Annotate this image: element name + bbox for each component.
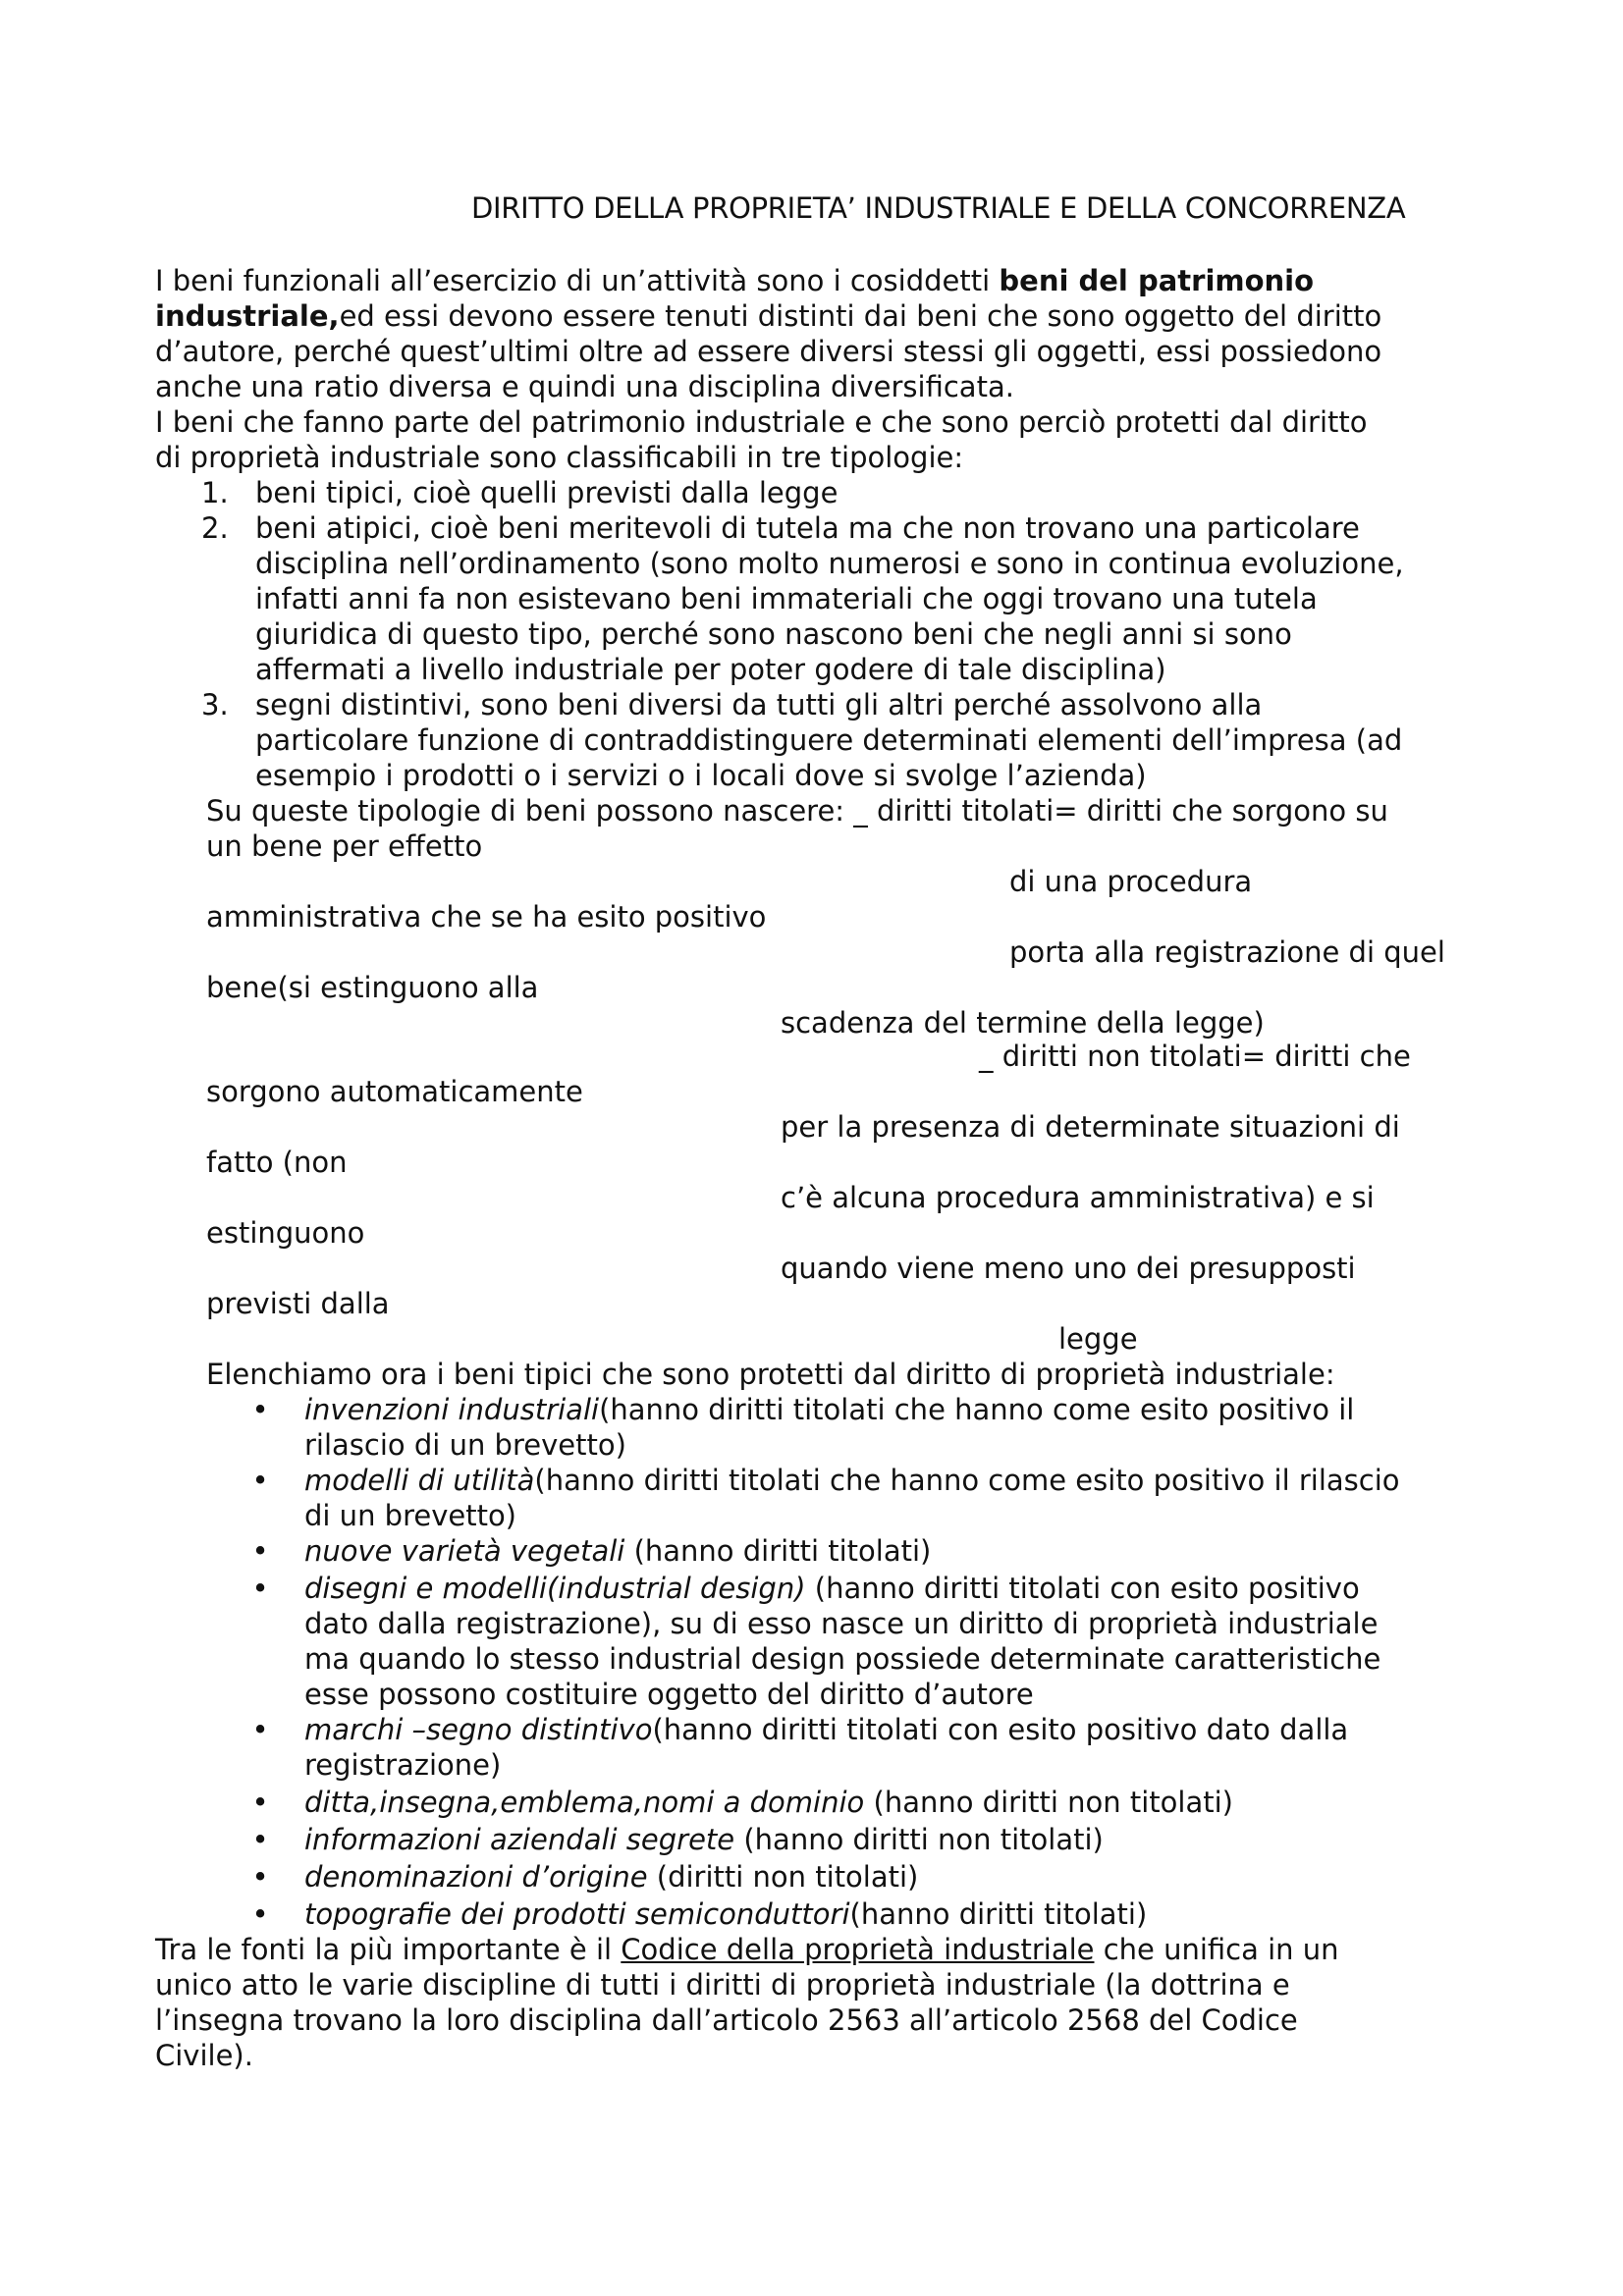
rights-line: _ diritti non titolati= diritti che: [979, 1040, 1411, 1073]
rights-line: amministrativa che se ha esito positivo: [206, 900, 767, 934]
bullet-icon: •: [251, 1572, 269, 1605]
bullet-item-line: [304, 1822, 1104, 1857]
closing-line-3: l’insegna trovano la loro disciplina dall’articolo 2563 all’articolo 2568 del Codice: [155, 2003, 1298, 2037]
bullet-desc: (hanno diritti titolati): [849, 1897, 1148, 1931]
bullet-item-line: rilascio di un brevetto): [304, 1428, 626, 1462]
bullet-item-line: [304, 1533, 931, 1569]
bullet-icon: •: [251, 1534, 269, 1568]
intro-text: ed essi devono essere tenuti distinti dai beni che sono oggetto del diritto: [339, 299, 1382, 333]
bullet-term: informazioni aziendali segrete: [304, 1823, 735, 1856]
intro-bold-term: beni del patrimonio: [999, 264, 1315, 297]
bullet-icon: •: [251, 1860, 269, 1894]
bullet-icon: •: [251, 1897, 269, 1931]
bullet-desc: (hanno diritti titolati che hanno come esito positivo il rilascio: [534, 1464, 1400, 1497]
rights-line: quando viene meno uno dei presupposti: [781, 1252, 1356, 1285]
bullet-icon: •: [251, 1823, 269, 1856]
intro-line-6: di proprietà industriale sono classificabili in tre tipologie:: [155, 441, 964, 474]
bullet-item-line: [304, 1859, 918, 1895]
bullet-item-line: di un brevetto): [304, 1499, 516, 1532]
bullet-term: invenzioni industriali: [304, 1393, 600, 1426]
numbered-item-line: disciplina nell’ordinamento (sono molto numerosi e sono in continua evoluzione,: [255, 547, 1404, 580]
bullet-icon: •: [251, 1713, 269, 1746]
intro-line-3: d’autore, perché quest’ultimi oltre ad essere diversi stessi gli oggetti, essi possiedono: [155, 335, 1382, 368]
closing-text: Tra le fonti la più importante è il: [155, 1933, 622, 1966]
rights-line: di una procedura: [1009, 865, 1253, 898]
bullet-term: disegni e modelli(industrial design): [304, 1572, 806, 1605]
numbered-item-line: segni distintivi, sono beni diversi da tutti gli altri perché assolvono alla: [255, 688, 1263, 721]
bullet-item-line: [304, 1463, 1400, 1498]
bullet-term: denominazioni d’origine: [304, 1860, 648, 1894]
bullet-desc: (hanno diritti titolati con esito positivo dato dalla: [652, 1713, 1349, 1746]
numbered-item-line: beni atipici, cioè beni meritevoli di tutela ma che non trovano una particolare: [255, 511, 1360, 545]
bullet-desc: (diritti non titolati): [647, 1860, 919, 1894]
rights-line: sorgono automaticamente: [206, 1075, 583, 1108]
rights-line: estinguono: [206, 1216, 365, 1250]
rights-line: un bene per effetto: [206, 829, 483, 863]
bullet-term: marchi –segno distintivo: [304, 1713, 653, 1746]
bullet-term: nuove varietà vegetali: [304, 1534, 625, 1568]
rights-line: fatto (non: [206, 1146, 348, 1179]
rights-line: per la presenza di determinate situazioni di: [781, 1110, 1400, 1144]
bullet-item-line: ma quando lo stesso industrial design possiede determinate caratteristiche: [304, 1642, 1381, 1676]
bullet-item-line: [304, 1571, 1360, 1606]
rights-line: c’è alcuna procedura amministrativa) e si: [781, 1181, 1375, 1214]
closing-line-1: [155, 1932, 1339, 1967]
bullet-desc: (hanno diritti non titolati): [864, 1786, 1233, 1819]
rights-line: bene(si estinguono alla: [206, 971, 539, 1004]
rights-line: previsti dalla: [206, 1287, 390, 1320]
bullet-item-line: esse possono costituire oggetto del diritto d’autore: [304, 1678, 1034, 1711]
closing-line-2: unico atto le varie discipline di tutti i diritti di proprietà industriale (la dottrina e: [155, 1968, 1290, 2002]
rights-line: scadenza del termine della legge): [781, 1006, 1265, 1040]
intro-line-5: I beni che fanno parte del patrimonio industriale e che sono perciò protetti dal diritto: [155, 405, 1368, 439]
closing-text: che unifica in un: [1094, 1933, 1339, 1966]
bullet-term: topografie dei prodotti semiconduttori: [304, 1897, 850, 1931]
rights-line: porta alla registrazione di quel: [1009, 935, 1445, 969]
bullet-desc: (hanno diritti titolati): [624, 1534, 932, 1568]
bullet-term: modelli di utilità: [304, 1464, 535, 1497]
bullet-item-line: [304, 1392, 1354, 1427]
bullet-item-line: [304, 1712, 1348, 1747]
numbered-item-line: beni tipici, cioè quelli previsti dalla legge: [255, 476, 839, 509]
numbered-item-line: giuridica di questo tipo, perché sono nascono beni che negli anni si sono: [255, 617, 1292, 651]
bullet-desc: (hanno diritti non titolati): [734, 1823, 1104, 1856]
intro-bold-term-cont: industriale,: [155, 299, 340, 333]
rights-line: Su queste tipologie di beni possono nascere: _ diritti titolati= diritti che sorgono su: [206, 794, 1388, 828]
intro-line-2: [155, 298, 1381, 334]
bullet-item-line: dato dalla registrazione), su di esso nasce un diritto di proprietà industriale: [304, 1607, 1379, 1640]
numbered-item-number: 1.: [201, 476, 229, 509]
intro-line-4: anche una ratio diversa e quindi una disciplina diversificata.: [155, 370, 1014, 403]
bullet-icon: •: [251, 1464, 269, 1497]
intro-line-1: [155, 263, 1314, 298]
page-title: DIRITTO DELLA PROPRIETA’ INDUSTRIALE E DELLA CONCORRENZA: [471, 191, 1406, 225]
numbered-item-number: 3.: [201, 688, 229, 721]
bullet-desc: (hanno diritti titolati con esito positivo: [805, 1572, 1360, 1605]
bullet-icon: •: [251, 1393, 269, 1426]
numbered-item-line: infatti anni fa non esistevano beni immateriali che oggi trovano una tutela: [255, 582, 1318, 615]
bullet-item-line: [304, 1785, 1233, 1820]
closing-line-4: Civile).: [155, 2039, 253, 2072]
numbered-item-line: affermati a livello industriale per poter godere di tale disciplina): [255, 653, 1166, 686]
numbered-item-number: 2.: [201, 511, 229, 545]
bullet-item-line: [304, 1896, 1147, 1932]
intro-text: I beni funzionali all’esercizio di un’attività sono i cosiddetti: [155, 264, 1000, 297]
rights-line: Elenchiamo ora i beni tipici che sono protetti dal diritto di proprietà industriale:: [206, 1358, 1335, 1391]
codice-reference-link: Codice della proprietà industriale: [621, 1933, 1095, 1966]
numbered-item-line: particolare funzione di contraddistinguere determinati elementi dell’impresa (ad: [255, 723, 1403, 757]
bullet-icon: •: [251, 1786, 269, 1819]
numbered-item-line: esempio i prodotti o i servizi o i locali dove si svolge l’azienda): [255, 759, 1147, 792]
bullet-item-line: registrazione): [304, 1748, 502, 1782]
rights-line: legge: [1058, 1322, 1138, 1356]
bullet-term: ditta,insegna,emblema,nomi a dominio: [304, 1786, 865, 1819]
bullet-desc: (hanno diritti titolati che hanno come esito positivo il: [599, 1393, 1355, 1426]
